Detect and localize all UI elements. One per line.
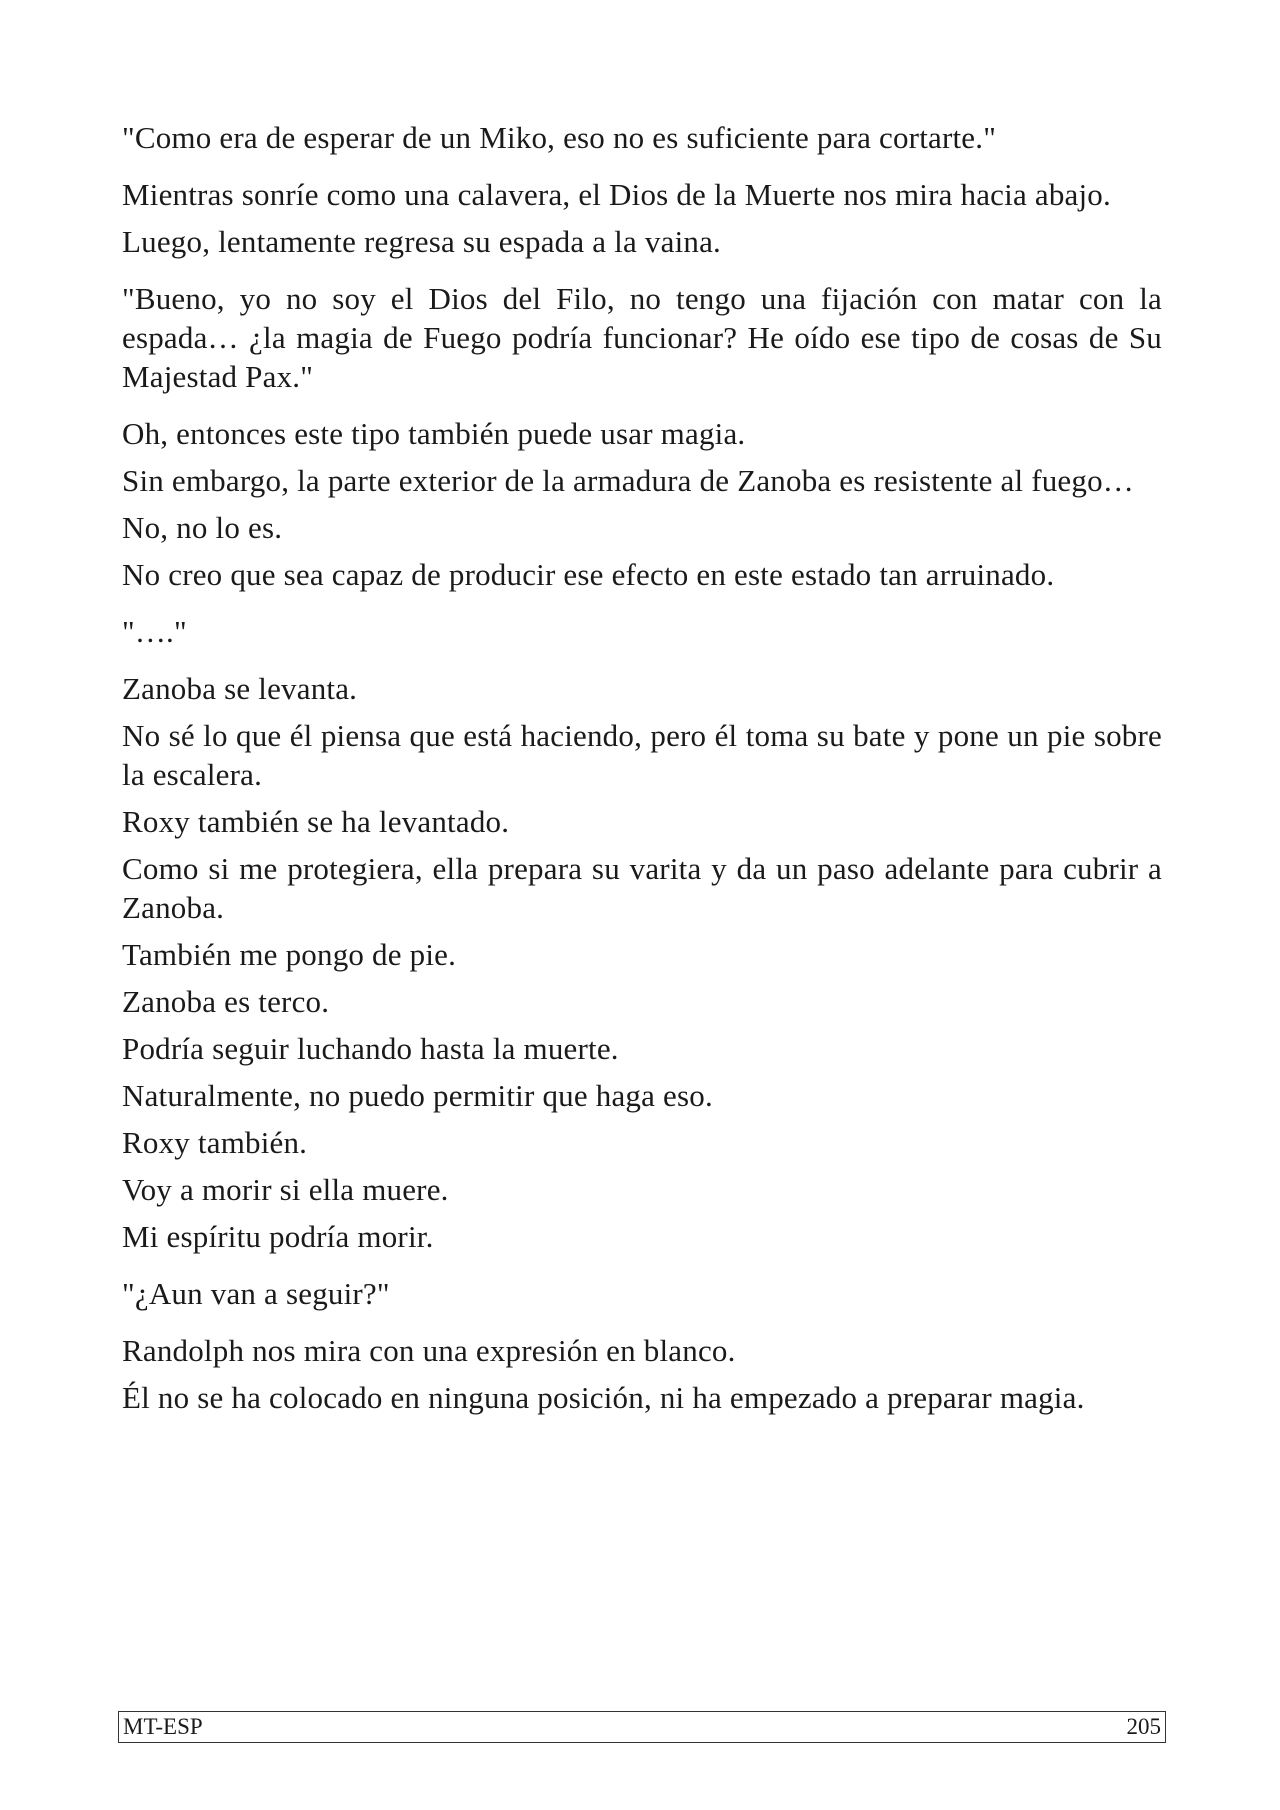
paragraph: "¿Aun van a seguir?" bbox=[122, 1276, 390, 1311]
footer-label: MT-ESP bbox=[123, 1714, 203, 1739]
paragraph: Oh, entonces este tipo también puede usar magia. bbox=[122, 416, 746, 451]
paragraph: Luego, lentamente regresa su espada a la vaina. bbox=[122, 224, 721, 259]
paragraph: Mientras sonríe como una calavera, el Dios de la Muerte nos mira hacia abajo. bbox=[122, 177, 1111, 212]
paragraph: Roxy también se ha levantado. bbox=[122, 804, 510, 839]
paragraph: Sin embargo, la parte exterior de la armadura de Zanoba es resistente al fuego… bbox=[122, 463, 1134, 498]
paragraph: Roxy también. bbox=[122, 1125, 308, 1160]
paragraph: "…." bbox=[122, 614, 187, 649]
paragraph: Él no se ha colocado en ninguna posición, ni ha empezado a preparar magia. bbox=[122, 1380, 1085, 1415]
paragraph: Podría seguir luchando hasta la muerte. bbox=[122, 1031, 619, 1066]
paragraph: Como si me protegiera, ella prepara su varita y da un paso adelante para cubrir a Zanoba. bbox=[122, 851, 1162, 925]
paragraph: Randolph nos mira con una expresión en blanco. bbox=[122, 1333, 736, 1368]
page-footer bbox=[118, 1711, 1166, 1743]
paragraph: Zanoba se levanta. bbox=[122, 671, 358, 706]
page-body bbox=[122, 118, 1162, 1417]
paragraph: No creo que sea capaz de producir ese efecto en este estado tan arruinado. bbox=[122, 557, 1055, 592]
paragraph: Zanoba es terco. bbox=[122, 984, 330, 1019]
paragraph: "Bueno, yo no soy el Dios del Filo, no tengo una fijación con matar con la espada… ¿la magia de Fuego podría funcionar? He oído ese tipo de cosas de Su Majestad Pax." bbox=[122, 281, 1162, 394]
paragraph: Naturalmente, no puedo permitir que haga eso. bbox=[122, 1078, 713, 1113]
paragraph: No sé lo que él piensa que está haciendo, pero él toma su bate y pone un pie sobre la escalera. bbox=[122, 718, 1162, 792]
paragraph: También me pongo de pie. bbox=[122, 937, 457, 972]
paragraph: Voy a morir si ella muere. bbox=[122, 1172, 449, 1207]
paragraph: "Como era de esperar de un Miko, eso no es suficiente para cortarte." bbox=[122, 120, 997, 155]
page-number: 205 bbox=[1126, 1714, 1161, 1739]
paragraph: Mi espíritu podría morir. bbox=[122, 1219, 434, 1254]
paragraph: No, no lo es. bbox=[122, 510, 283, 545]
